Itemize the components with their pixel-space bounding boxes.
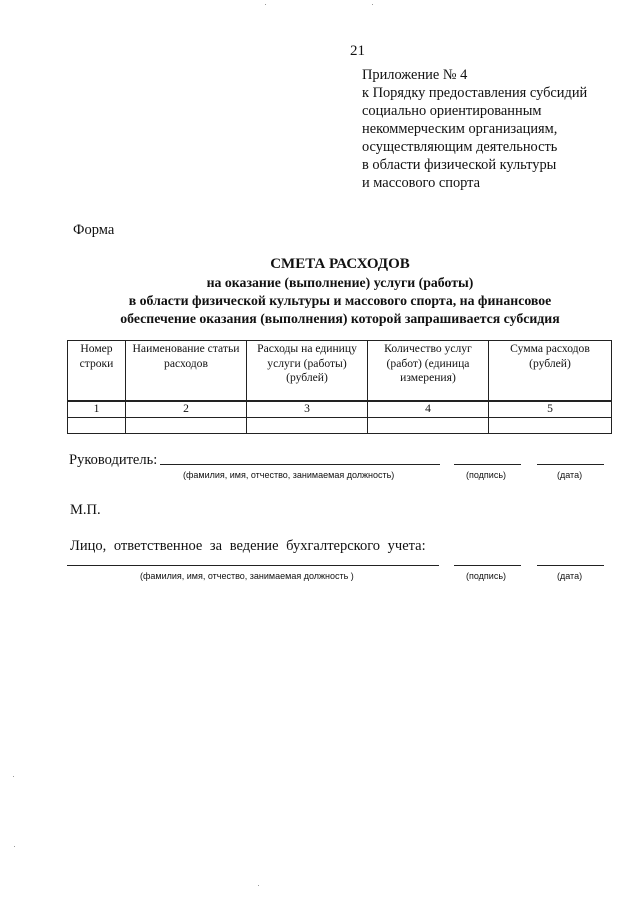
form-label: Форма <box>73 222 115 238</box>
column-number-cell: 1 <box>68 401 126 418</box>
table-cell[interactable] <box>247 418 368 434</box>
accountant-date-line[interactable] <box>537 565 604 566</box>
accountant-name-hint: (фамилия, имя, отчество, занимаемая должность ) <box>140 571 354 581</box>
table-cell[interactable] <box>368 418 489 434</box>
seal-label: М.П. <box>70 502 101 518</box>
header-cell: Номер строки <box>68 341 126 402</box>
accountant-label: Лицо, ответственное за ведение бухгалтерского учета: <box>70 538 426 554</box>
column-number-cell: 5 <box>489 401 612 418</box>
scan-speck <box>372 4 373 5</box>
column-number-cell: 2 <box>126 401 247 418</box>
document-subtitle-line: в области физической культуры и массового спорта, на финансовое <box>128 293 552 308</box>
expense-estimate-table <box>67 340 612 434</box>
table-header-row <box>68 341 612 402</box>
head-signature-line[interactable] <box>454 464 521 465</box>
page-number: 21 <box>350 43 365 59</box>
accountant-signature-line[interactable] <box>454 565 521 566</box>
appendix-block <box>362 66 587 192</box>
header-cell: Количество услуг (работ) (единица измерения) <box>368 341 489 402</box>
appendix-line: осуществляющим деятельность <box>362 139 558 155</box>
scan-speck <box>14 846 15 847</box>
appendix-line: и массового спорта <box>362 175 481 191</box>
document-title: СМЕТА РАСХОДОВ <box>270 256 410 272</box>
table-cell[interactable] <box>68 418 126 434</box>
accountant-name-line[interactable] <box>67 565 439 566</box>
head-signature-hint: (подпись) <box>466 470 507 480</box>
table-row <box>68 418 612 434</box>
accountant-signature-hint: (подпись) <box>466 571 507 581</box>
table-cell[interactable] <box>126 418 247 434</box>
document-subtitle-line: обеспечение оказания (выполнения) которой запрашивается субсидия <box>120 311 560 326</box>
head-name-line[interactable] <box>160 464 440 465</box>
appendix-line: в области физической культуры <box>362 157 557 173</box>
accountant-date-hint: (дата) <box>557 571 583 581</box>
head-label: Руководитель: <box>69 452 158 468</box>
head-date-line[interactable] <box>537 464 604 465</box>
appendix-line: некоммерческим организациям, <box>362 121 558 137</box>
appendix-line: к Порядку предоставления субсидий <box>362 85 588 101</box>
head-name-hint: (фамилия, имя, отчество, занимаемая должность) <box>183 470 395 480</box>
scan-speck <box>265 4 266 5</box>
scan-speck <box>258 885 259 886</box>
appendix-line: Приложение № 4 <box>362 67 468 83</box>
head-date-hint: (дата) <box>557 470 583 480</box>
column-number-cell: 3 <box>247 401 368 418</box>
document-subtitle-line: на оказание (выполнение) услуги (работы) <box>206 275 474 290</box>
header-cell: Наименование статьи расходов <box>126 341 247 402</box>
table-cell[interactable] <box>489 418 612 434</box>
column-number-row <box>68 401 612 418</box>
column-number-cell: 4 <box>368 401 489 418</box>
appendix-line: социально ориентированным <box>362 103 542 119</box>
header-cell: Расходы на единицу услуги (работы) (рублей) <box>247 341 368 402</box>
scan-speck <box>13 776 14 777</box>
header-cell: Сумма расходов (рублей) <box>489 341 612 402</box>
